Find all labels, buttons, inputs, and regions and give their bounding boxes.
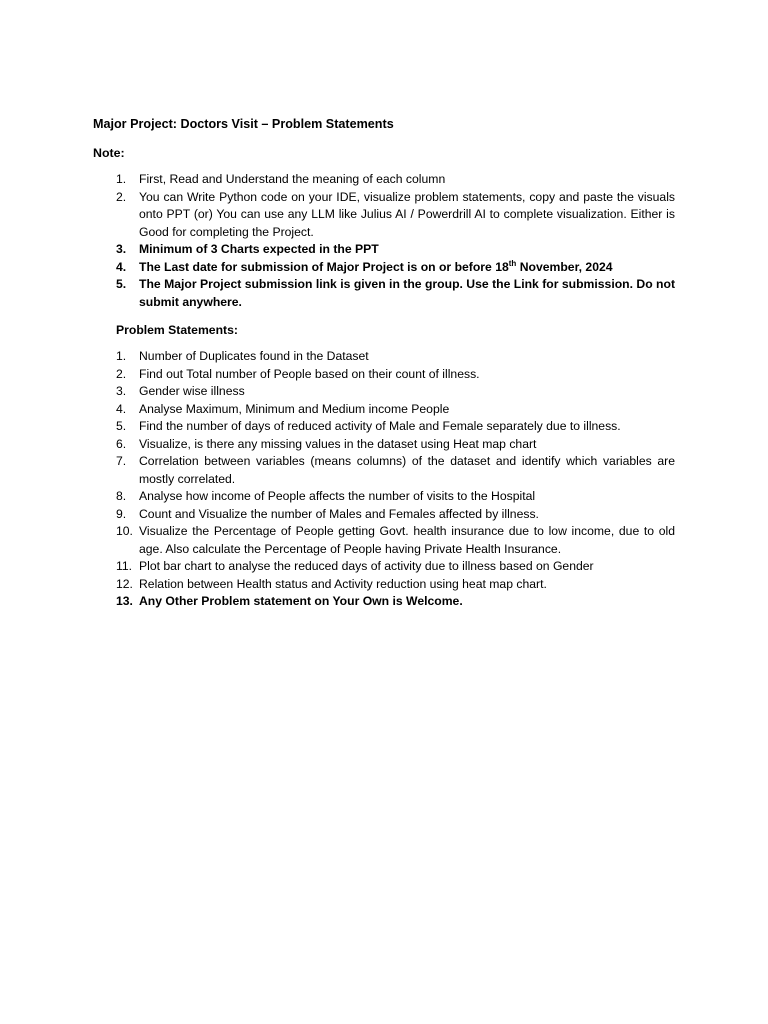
note-text-before: The Last date for submission of Major Project is on or before 18 — [139, 259, 509, 274]
problem-item-6 — [93, 436, 675, 454]
problem-item-3 — [93, 383, 675, 401]
problem-text: Analyse Maximum, Minimum and Medium income People — [139, 401, 450, 416]
document-title: Major Project: Doctors Visit – Problem Statements — [93, 117, 394, 131]
problem-item-7 — [93, 453, 675, 488]
problem-text: Any Other Problem statement on Your Own is Welcome. — [139, 594, 463, 608]
problem-item-2 — [93, 366, 675, 384]
list-number: 1. — [116, 172, 127, 186]
list-number: 3. — [116, 242, 127, 256]
list-number: 10. — [116, 524, 133, 538]
note-label: Note: — [93, 146, 125, 160]
problem-item-10 — [93, 523, 675, 558]
list-number: 9. — [116, 506, 127, 521]
problem-text: Visualize, is there any missing values in the dataset using Heat map chart — [139, 436, 537, 451]
problems-list — [93, 348, 675, 611]
problem-text: Count and Visualize the number of Males and Females affected by illness. — [139, 506, 539, 521]
problem-item-12 — [93, 576, 675, 594]
note-text: First, Read and Understand the meaning of each column — [139, 172, 446, 186]
note-item-2 — [93, 189, 675, 242]
list-number: 11. — [116, 559, 133, 573]
problem-statements-label: Problem Statements: — [116, 323, 238, 337]
notes-list — [93, 171, 675, 311]
problem-item-8 — [93, 488, 675, 506]
list-number: 12. — [116, 576, 133, 591]
note-item-1 — [93, 171, 675, 189]
problem-item-5 — [93, 418, 675, 436]
list-number: 8. — [116, 489, 127, 503]
problem-item-11 — [93, 558, 675, 576]
list-number: 5. — [116, 419, 127, 433]
problem-text: Plot bar chart to analyse the reduced days of activity due to illness based on Gender — [139, 559, 594, 573]
note-text: The Major Project submission link is given in the group. Use the Link for submission. Do not submit anywhere. — [139, 277, 675, 309]
problem-text: Analyse how income of People affects the number of visits to the Hospital — [139, 489, 536, 503]
problem-text: Correlation between variables (means columns) of the dataset and identify which variables are mostly correlated. — [139, 454, 675, 486]
list-number: 3. — [116, 384, 127, 398]
note-text: You can Write Python code on your IDE, visualize problem statements, copy and paste the visuals onto PPT (or) You can use any LLM like Julius AI / Powerdrill AI to complete visualization. Either is Good for completing the Project. — [139, 189, 675, 239]
list-number: 4. — [116, 401, 127, 416]
problem-item-1 — [93, 348, 675, 366]
list-number: 13. — [116, 594, 133, 608]
list-number: 5. — [116, 277, 127, 291]
note-item-5 — [93, 276, 675, 311]
note-text-after: November, 2024 — [516, 259, 613, 274]
problem-text: Relation between Health status and Activity reduction using heat map chart. — [139, 576, 547, 591]
ordinal-suffix: th — [508, 258, 517, 268]
list-number: 1. — [116, 349, 127, 363]
list-number: 2. — [116, 366, 127, 381]
problem-text: Find the number of days of reduced activity of Male and Female separately due to illness. — [139, 419, 621, 433]
list-number: 6. — [116, 436, 127, 451]
list-number: 2. — [116, 189, 127, 204]
problem-item-9 — [93, 506, 675, 524]
problem-text: Number of Duplicates found in the Dataset — [139, 349, 369, 363]
problem-item-13 — [93, 593, 675, 611]
problem-item-4 — [93, 401, 675, 419]
document-page — [93, 115, 675, 611]
problem-text: Gender wise illness — [139, 384, 245, 398]
list-number: 4. — [116, 259, 127, 274]
note-item-4 — [93, 259, 675, 277]
note-item-3 — [93, 241, 675, 259]
note-text — [139, 260, 613, 274]
problem-text: Visualize the Percentage of People getting Govt. health insurance due to low income, due to old age. Also calculate the Percentage of People having Private Health Insurance. — [139, 524, 675, 556]
note-text: Minimum of 3 Charts expected in the PPT — [139, 242, 379, 256]
list-number: 7. — [116, 454, 127, 468]
problem-text: Find out Total number of People based on their count of illness. — [139, 366, 480, 381]
